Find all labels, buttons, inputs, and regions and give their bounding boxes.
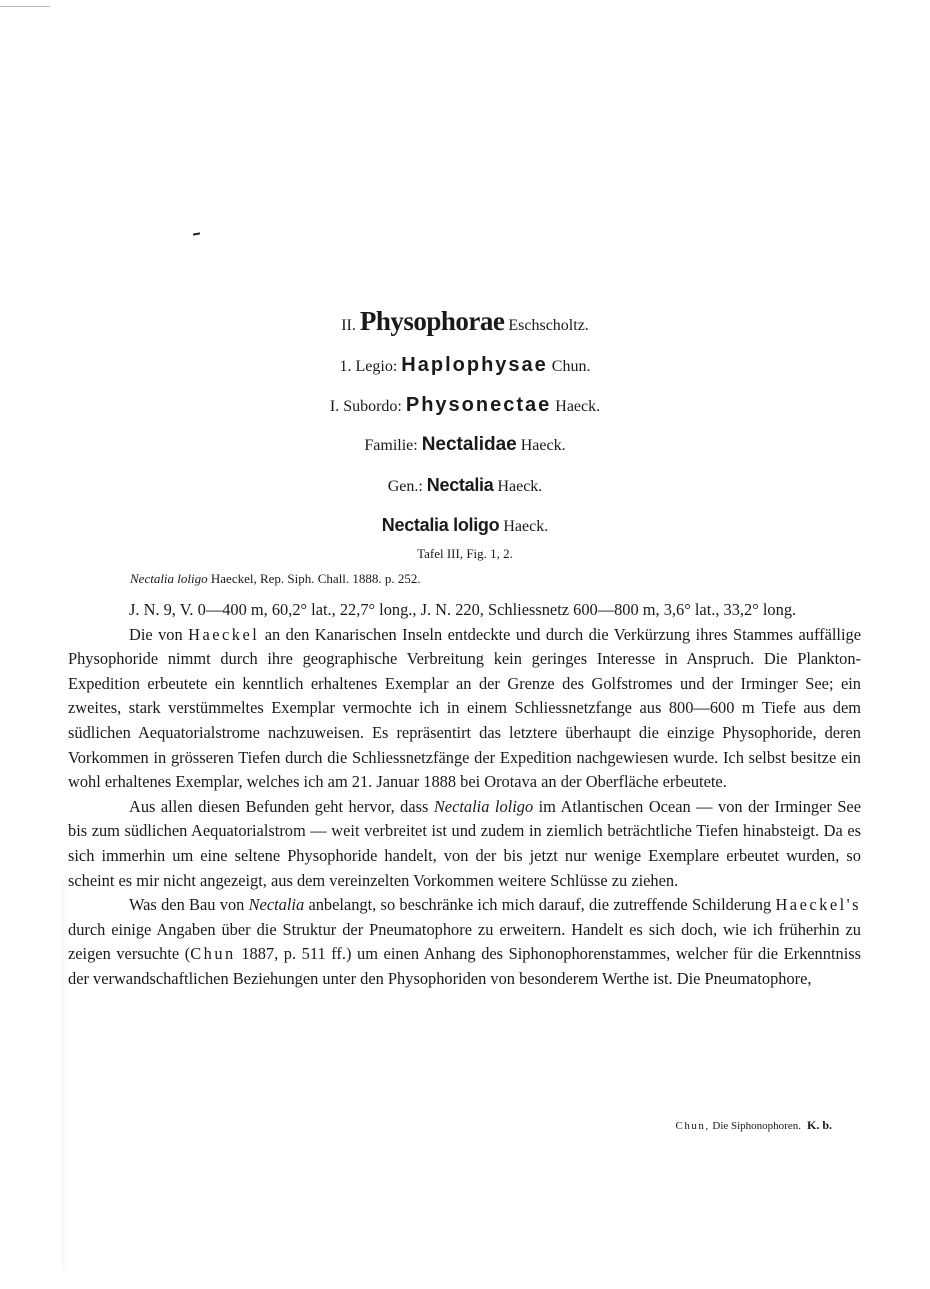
p2-text-a: Die von bbox=[129, 624, 189, 644]
p4-text-a: Was den Bau von bbox=[129, 895, 249, 915]
legio-prefix: 1. Legio: bbox=[339, 358, 398, 375]
order-author: Eschscholtz. bbox=[508, 317, 589, 334]
page-footer bbox=[676, 1118, 832, 1133]
paragraph-distribution bbox=[68, 623, 861, 795]
p4-text-c: durch einige Angaben über die Struktur der Pneumatophore zu erweitern. Handelt es sich doch, wie ich früherhin zu zeigen versuchte ( bbox=[68, 919, 861, 964]
scan-mark bbox=[0, 6, 50, 7]
order-number: II. bbox=[341, 317, 356, 334]
paragraph-structure bbox=[68, 893, 861, 991]
footer-title: Die Siphonophoren. bbox=[709, 1120, 801, 1132]
p2-text-b: an den Kanarischen Inseln entdeckte und durch die Verkürzung ihres Stammes auffällige Physophoride nimmt durch ihre geographische Verbreitung kein geringes Interesse in Anspruch. Die Plankton-Expedition erbeutete ein kenntlich erhaltenes Exemplar an der Grenze des Golfstromes und der Irminger See; ein zweites, stark verstümmeltes Exemplar vermochte ich in einem Schliessnetzfange aus 800—600 m Tiefe aus dem südlichen Aequatorialstrome nachzuweisen. Es repräsentirt das letztere überhaupt die einzige Physophoride, deren Vorkommen in grösseren Tiefen durch die Schliessnetzfänge der Expedition nachgewiesen wurde. Ich selbst besitze ein wohl erhaltenes Exemplar, welches ich am 21. Januar 1888 bei Orotava an der Oberfläche erbeutete. bbox=[68, 624, 861, 792]
p4-text-b: anbelangt, so beschränke ich mich darauf, die zutreffende Schilderung bbox=[304, 895, 776, 915]
subordo-name: Physonectae bbox=[405, 394, 552, 416]
p4-text-d: 1887, p. 511 ff.) um einen Anhang des Siphonophorenstammes, welcher für die Erkenntniss der verwandschaftlichen Beziehungen unter den Physophoriden von besonderem Werthe ist. Die Pneumatophore, bbox=[68, 944, 861, 988]
familie-name: Nectalidae bbox=[421, 434, 517, 455]
species-name: Nectalia loligo bbox=[381, 515, 500, 535]
citation-rest: Haeckel, Rep. Siph. Chall. 1888. p. 252. bbox=[207, 571, 421, 586]
familie-author: Haeck. bbox=[520, 437, 566, 454]
paragraph-findings bbox=[68, 795, 861, 893]
p3-text-b: im Atlantischen Ocean — von der Irminger See bis zum südlichen Aequatorialstrom — weit verbreitet ist und zudem in ziemlich beträchtliche Tiefen hinabsteigt. Da es sich immerhin um eine seltene Physophoride handelt, von der bis jetzt nur wenige Exemplare erbeutet wurden, so scheint es mir nicht angezeigt, aus dem vereinzelten Vorkommen weitere Schlüsse zu ziehen. bbox=[68, 796, 861, 890]
ink-mark bbox=[193, 232, 200, 235]
subordo-prefix: I. Subordo: bbox=[329, 398, 402, 415]
genus-prefix: Gen.: bbox=[387, 478, 423, 495]
heading-order bbox=[0, 306, 930, 337]
p4-author-name-2: Chun bbox=[190, 944, 236, 964]
plate-reference: Tafel III, Fig. 1, 2. bbox=[417, 546, 513, 561]
heading-familie bbox=[0, 434, 930, 456]
legio-name: Haplophysae bbox=[401, 354, 548, 376]
p2-author-name: Haeckel bbox=[188, 624, 260, 644]
citation-taxon: Nectalia loligo bbox=[130, 571, 208, 586]
paragraph-stations: J. N. 9, V. 0—400 m, 60,2° lat., 22,7° long., J. N. 220, Schliessnetz 600—800 m, 3,6° lat., 33,2° long. bbox=[129, 600, 797, 619]
footer-author: Chun, bbox=[675, 1120, 710, 1132]
p4-taxon: Nectalia bbox=[248, 895, 305, 915]
p3-taxon: Nectalia loligo bbox=[433, 796, 534, 816]
citation bbox=[130, 571, 421, 587]
order-name: Physophorae bbox=[359, 306, 505, 336]
p3-text-a: Aus allen diesen Befunden geht hervor, dass bbox=[129, 796, 434, 816]
body-text bbox=[68, 598, 861, 992]
species-author: Haeck. bbox=[503, 518, 549, 535]
legio-author: Chun. bbox=[551, 358, 591, 375]
heading-species bbox=[0, 515, 930, 536]
subordo-author: Haeck. bbox=[555, 398, 601, 415]
genus-author: Haeck. bbox=[497, 478, 543, 495]
p4-author-name: Haeckel's bbox=[775, 895, 861, 915]
heading-genus bbox=[0, 475, 930, 496]
signature-mark: K. b. bbox=[806, 1118, 832, 1132]
genus-name: Nectalia bbox=[426, 475, 494, 495]
heading-legio bbox=[0, 354, 930, 377]
heading-subordo bbox=[0, 394, 930, 417]
familie-prefix: Familie: bbox=[364, 437, 418, 454]
